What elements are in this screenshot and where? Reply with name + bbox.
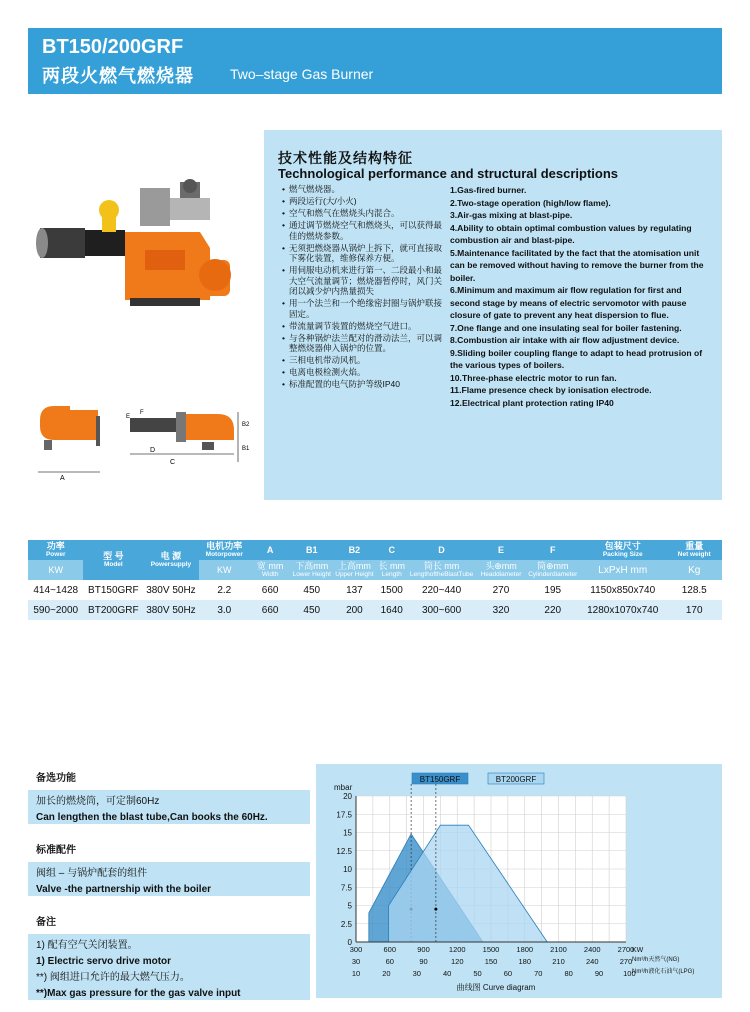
col-b2: B2 [333,540,376,560]
y-tick-label: 15 [343,828,352,838]
cell-supply: 380V 50Hz [143,600,198,620]
x-tick-kw: 2400 [583,945,601,954]
sub-b2-cn: 上高mm [337,561,371,571]
x-tick-lpg: 10 [351,969,361,978]
x-tick-kw: 600 [383,945,397,954]
sub-d-en: LengthoftheBlastTube [409,571,474,578]
col-c: C [376,540,408,560]
curve-chart [316,764,722,998]
x-tick-kw: 2100 [550,945,567,954]
unit-a [250,560,291,580]
sub-c-en: Length [381,571,402,578]
dim-label-c: C [170,459,176,466]
model-title: BT150/200GRF [42,36,184,58]
feature-cn-item: • 空气和燃气在燃烧头内混合。 [282,208,450,219]
col-d: D [408,540,476,560]
x-unit-ng: Nm³/h天然气(NG) [632,957,680,963]
cell-b1: 450 [290,580,333,600]
x-tick-ng: 150 [484,957,498,966]
x-tick-lpg: 30 [412,969,421,978]
col-pack [579,540,666,560]
series-marker [434,908,437,911]
feature-en-item: 11.Flame presence check by ionisation electrode. [450,385,652,395]
standard-en: Valve -the partnership with the boiler [36,884,212,895]
dim-label-a: A [60,475,65,482]
feature-en-item: 3.Air-gas mixing at blast-pipe. [450,210,573,220]
header-pack-cn: 包装尺寸 [604,541,641,551]
feature-en-item: 6.Minimum and maximum air flow regulation for first and second stage by means of electric servomotor with pause closure of gate to prevent any heat dispersion to flue. [450,285,687,320]
cell-a: 660 [250,600,291,620]
header-power-en: Power [45,551,66,558]
optional-heading: 备选功能 [36,773,76,784]
cell-weight: 128.5 [666,580,722,600]
header-weight-cn: 重量 [685,541,704,551]
feature-cn-item: • 带流量调节装置的燃烧空气进口。 [282,321,450,332]
y-tick-label: 10 [343,865,352,874]
x-tick-lpg: 60 [503,969,513,978]
x-tick-lpg: 20 [382,969,391,978]
cell-a: 660 [250,580,291,600]
sub-b1-en: Lower Height [292,571,331,578]
sub-f-cn: 筒⊕mm [537,561,569,571]
spec-table [28,540,722,620]
note-heading: 备注 [36,917,56,928]
dim-label-e: E [126,414,131,420]
sub-a-cn: 宽 mm [256,561,284,571]
col-a: A [250,540,291,560]
dim-label-f: F [140,410,144,416]
header-motor-cn: 电机功率 [206,541,243,551]
x-tick-ng: 270 [619,957,633,966]
chart-title: 曲线图 Curve diagram [456,983,536,992]
x-unit-kw: KW [632,947,644,954]
burner-photo [30,170,262,320]
col-model [83,540,143,580]
feature-en-item: 9.Sliding boiler coupling flange to adapt to head protrusion of the various types of boilers. [450,347,703,370]
note-box [28,934,310,1000]
feature-cn-item: • 标准配置的电气防护等级IP40 [282,379,450,390]
cell-b1: 450 [290,600,333,620]
x-tick-ng: 120 [450,957,464,966]
feature-cn-item: • 三相电机带动风机。 [282,355,450,366]
feature-en-item: 1.Gas-fired burner. [450,185,527,195]
note-1-en: 1) Electric servo drive motor [36,956,172,967]
table-row [28,600,722,620]
x-tick-kw: 1800 [516,945,534,954]
y-tick-label: 17.5 [336,810,352,820]
col-f: F [527,540,579,560]
x-tick-ng: 240 [585,957,599,966]
x-tick-kw: 2700 [617,945,635,954]
standard-heading: 标准配件 [36,845,76,856]
y-tick-label: 7.5 [340,883,352,893]
x-tick-lpg: 50 [473,969,482,978]
x-tick-kw: 300 [349,945,363,954]
feature-cn-item: • 用伺服电动机来进行第一、二段最小和最大空气流量调节；燃烧器暂停时，风门关闭以减少炉内热量损失 [282,265,450,297]
col-power [28,540,83,560]
feature-en-item: 4.Ability to obtain optimal combustion values by regulating combustion air and blast-pipe. [450,222,692,245]
table-header-row [28,540,722,560]
unit-b1 [290,560,333,580]
feature-en-item: 7.One flange and one insulating seal for boiler fastening. [450,322,682,333]
sub-e-cn: 头⊕mm [485,561,517,571]
feature-cn-item: • 电离电极检测火焰。 [282,367,450,378]
cell-f: 195 [527,580,579,600]
feature-en-item: 8.Combustion air intake with air flow adjustment device. [450,335,680,345]
standard-box [28,862,310,896]
header-model-cn: 型 号 [103,551,124,561]
dimension-drawing [30,392,262,492]
x-tick-ng: 210 [552,957,565,966]
page-header [28,28,722,94]
dim-label-b2: B2 [242,422,250,428]
x-unit-lpg: Nm³/h液化石油气(LPG) [632,969,695,975]
series-legend-label: BT200GRF [495,775,537,784]
x-tick-lpg: 90 [594,969,604,978]
standard-cn: 阀组 – 与锅炉配套的组件 [36,868,148,879]
cell-e: 320 [475,600,526,620]
x-tick-lpg: 40 [442,969,452,978]
col-motor [199,540,250,560]
cell-power: 590~2000 [28,600,83,620]
feature-en-item: 10.Three-phase electric motor to run fan. [450,372,617,383]
curve-chart-panel [316,764,722,998]
series-legend-label: BT150GRF [419,775,461,784]
header-supply-cn: 电 源 [160,551,182,561]
x-tick-kw: 900 [417,945,430,954]
feature-en-item: 2.Two-stage operation (high/low flame). [450,197,611,208]
cell-f: 220 [527,600,579,620]
cell-pack: 1150x850x740 [579,580,666,600]
x-tick-ng: 90 [419,957,428,966]
y-tick-label: 5 [347,901,352,911]
cell-e: 270 [475,580,526,600]
header-weight-en: Net weight [677,551,711,558]
unit-power: KW [28,560,83,580]
note-2-cn: **) 阀组进口允许的最大燃气压力。 [36,972,190,983]
y-tick-label: 12.5 [336,846,352,856]
x-tick-kw: 1500 [482,945,500,954]
x-tick-ng: 180 [518,957,532,966]
header-motor-en: Motorpower [205,551,243,558]
note-2-en: **)Max gas pressure for the gas valve input [36,988,241,999]
header-supply-en: Powersupply [150,561,192,568]
cell-supply: 380V 50Hz [143,580,198,600]
table-row [28,580,722,600]
title-english: Two–stage Gas Burner [230,66,374,82]
x-tick-lpg: 100 [623,969,636,978]
dim-label-b1: B1 [242,446,250,452]
cell-model: BT150GRF [83,580,143,600]
sub-a-en: Width [261,571,279,578]
cell-motor: 3.0 [199,600,250,620]
cell-d: 300~600 [408,600,476,620]
cell-model: BT200GRF [83,600,143,620]
title-chinese: 两段火燃气燃烧器 [42,66,194,86]
cell-b2: 137 [333,580,376,600]
optional-box [28,790,310,824]
optional-en: Can lengthen the blast tube,Can books the 60Hz. [36,812,268,823]
x-tick-ng: 60 [385,957,394,966]
x-tick-kw: 1200 [448,945,466,954]
x-tick-lpg: 70 [534,969,543,978]
col-b1: B1 [290,540,333,560]
y-axis-label: mbar [334,783,353,792]
features-list-cn [282,184,450,391]
x-tick-ng: 30 [351,957,361,966]
unit-f [527,560,579,580]
unit-pack: LxPxH mm [579,560,666,580]
optional-cn: 加长的燃烧筒，可定制60Hz [36,796,160,807]
cell-weight: 170 [666,600,722,620]
header-pack-en: Packing Size [602,551,643,558]
header-model-en: Model [103,561,123,568]
feature-cn-item: • 无须把燃烧器从锅炉上拆下，就可直接取下雾化装置，维修保养方便。 [282,243,450,264]
unit-b2 [333,560,376,580]
unit-weight: Kg [666,560,722,580]
sub-d-cn: 筒长 mm [423,561,460,571]
sub-b1-cn: 下高mm [295,561,329,571]
unit-e [475,560,526,580]
dim-label-d: D [150,447,156,454]
note-1-cn: 1) 配有空气关闭装置。 [36,940,138,951]
y-tick-label: 0 [347,938,352,947]
col-e: E [475,540,526,560]
feature-cn-item: • 通过调节燃烧空气和燃烧头，可以获得最佳的燃烧参数。 [282,220,450,241]
sub-f-en: Cylinderdiameter [528,571,578,578]
cell-power: 414~1428 [28,580,83,600]
cell-b2: 200 [333,600,376,620]
col-supply [143,540,198,580]
y-tick-label: 20 [343,792,352,801]
feature-cn-item: • 两段运行(大/小火) [282,196,450,207]
unit-c [376,560,408,580]
features-list-en [450,184,712,409]
cell-motor: 2.2 [199,580,250,600]
sub-b2-en: Upper Height [335,571,374,578]
cell-c: 1500 [376,580,408,600]
sub-c-cn: 长 mm [378,561,405,571]
unit-d [408,560,476,580]
col-weight [666,540,722,560]
unit-motor: KW [199,560,250,580]
header-power-cn: 功率 [46,541,65,551]
feature-cn-item: • 燃气燃烧器。 [282,184,450,195]
cell-pack: 1280x1070x740 [579,600,666,620]
sub-e-en: Headdiameter [480,571,522,578]
feature-panel [264,130,722,500]
feature-en-item: 12.Electrical plant protection rating IP40 [450,397,614,408]
feature-cn-item: • 用一个法兰和一个绝缘密封圈与锅炉联接固定。 [282,298,450,319]
feature-en-item: 5.Maintenance facilitated by the fact that the atomisation unit can be removed without having to remove the burner from the boiler. [450,247,704,283]
x-tick-lpg: 80 [564,969,573,978]
cell-c: 1640 [376,600,408,620]
cell-d: 220~440 [408,580,476,600]
features-title-en: Technological performance and structural descriptions [278,166,618,181]
y-tick-label: 2.5 [340,919,352,929]
features-title-cn: 技术性能及结构特征 [278,150,413,166]
feature-cn-item: • 与各种锅炉法兰配对的滑动法兰，可以调整燃烧器伸入锅炉的位置。 [282,333,450,354]
